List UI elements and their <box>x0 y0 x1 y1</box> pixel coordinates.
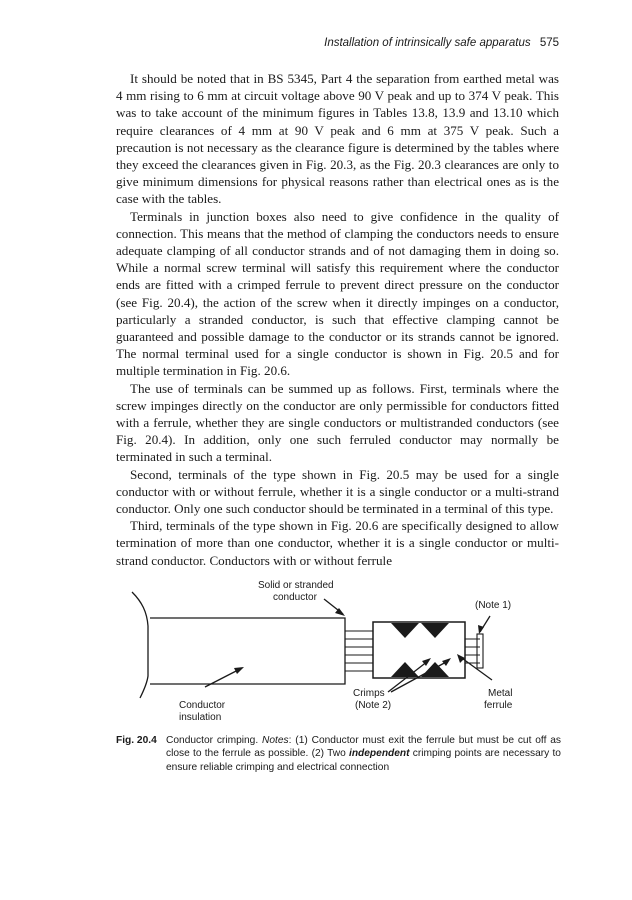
running-header <box>0 37 559 49</box>
label-ferrule: ferrule <box>484 700 513 711</box>
caption-body: : (1) Conductor must exit the ferrule but must be cut off as close to the ferrule as possible. (2) Two <box>166 735 561 760</box>
leader-metal <box>459 656 492 680</box>
caption-notes-label: Notes <box>262 735 289 746</box>
caption-lead: Conductor crimping. <box>166 735 263 746</box>
label-conductor: conductor <box>273 592 317 603</box>
label-note1: (Note 1) <box>475 600 512 611</box>
label-note2: (Note 2) <box>355 700 392 711</box>
caption-emphasis: independent <box>348 748 410 760</box>
paragraph: Third, terminals of the type shown in Fig. 20.6 are specifically designed to allow termination of more than one conductor, whether it is a single conductor or multi-strand conductor. Conductors with or without ferrule <box>116 518 559 568</box>
insulation-cut-end <box>132 592 148 698</box>
crimp-indents <box>391 623 449 677</box>
paragraph: Second, terminals of the type shown in Fig. 20.5 may be used for a single conductor with or without ferrule, whether it is a single conductor or a multi-strand conductor. Only one such conductor should be terminated in a terminal of this type. <box>116 466 559 517</box>
caption-tail: crimping points are necessary to ensure reliable crimping and electrical connection <box>166 748 561 773</box>
body-text <box>116 70 559 569</box>
conductor-crimping-figure <box>130 574 570 734</box>
figure-caption <box>116 734 561 774</box>
paragraph: It should be noted that in BS 5345, Part 4 the separation from earthed metal was 4 mm rising to 6 mm at circuit voltage above 90 V peak and up to 374 V peak. This was to take account of the minimum figures in Tables 13.8, 13.9 and 13.10 which require clearances of 4 mm at 90 V peak and 6 mm at 375 V peak. Such a precaution is not necessary as the clearance figure is determined by the tables where they exceed the clearances given in Fig. 20.3, as the Fig. 20.3 clearances are only to give minimum dimensions for physical reasons rather than electrical ones as is the case with the tables. <box>116 71 559 207</box>
label-conductor-insulation-2: insulation <box>179 712 222 723</box>
crimp-indent-bottom-1 <box>391 662 419 677</box>
page-number: 575 <box>539 37 559 49</box>
label-solid-stranded: Solid or stranded <box>258 580 334 591</box>
label-crimps: Crimps <box>353 688 385 699</box>
running-title: Installation of intrinsically safe apparatus <box>324 37 531 49</box>
caption-number: Fig. 20.4 <box>116 735 157 746</box>
caption-text <box>166 734 561 774</box>
conductor-strands <box>345 631 480 671</box>
insulation-body <box>150 618 345 684</box>
label-conductor-insulation-1: Conductor <box>179 700 226 711</box>
crimp-indent-top-2 <box>421 623 449 638</box>
paragraph: The use of terminals can be summed up as follows. First, terminals where the screw impinges directly on the conductor are only permissible for conductors fitted with a ferrule, whether they are single conductors or multistranded conductors (see Fig. 20.4). In addition, only one such ferruled conductor may normally be terminated in such a terminal. <box>116 380 559 465</box>
crimp-indent-top-1 <box>391 623 419 638</box>
paragraph: Terminals in junction boxes also need to give confidence in the quality of connection. This means that the method of clamping the conductors needs to ensure adequate clamping of all conductor strands and of not damaging them in doing so. While a normal screw terminal will satisfy this requirement where the conductor ends are fitted with a crimped ferrule to prevent direct pressure on the conductor (see Fig. 20.4), the action of the screw when it directly impinges on a conductor, particularly a stranded conductor, is such that effective clamping cannot be guaranteed and possible damage to the conductor or its strands cannot be ignored. The normal terminal used for a single conductor is shown in Fig. 20.5 and for multiple termination in Fig. 20.6. <box>116 208 559 379</box>
label-metal: Metal <box>488 688 513 699</box>
metal-ferrule <box>373 622 465 678</box>
